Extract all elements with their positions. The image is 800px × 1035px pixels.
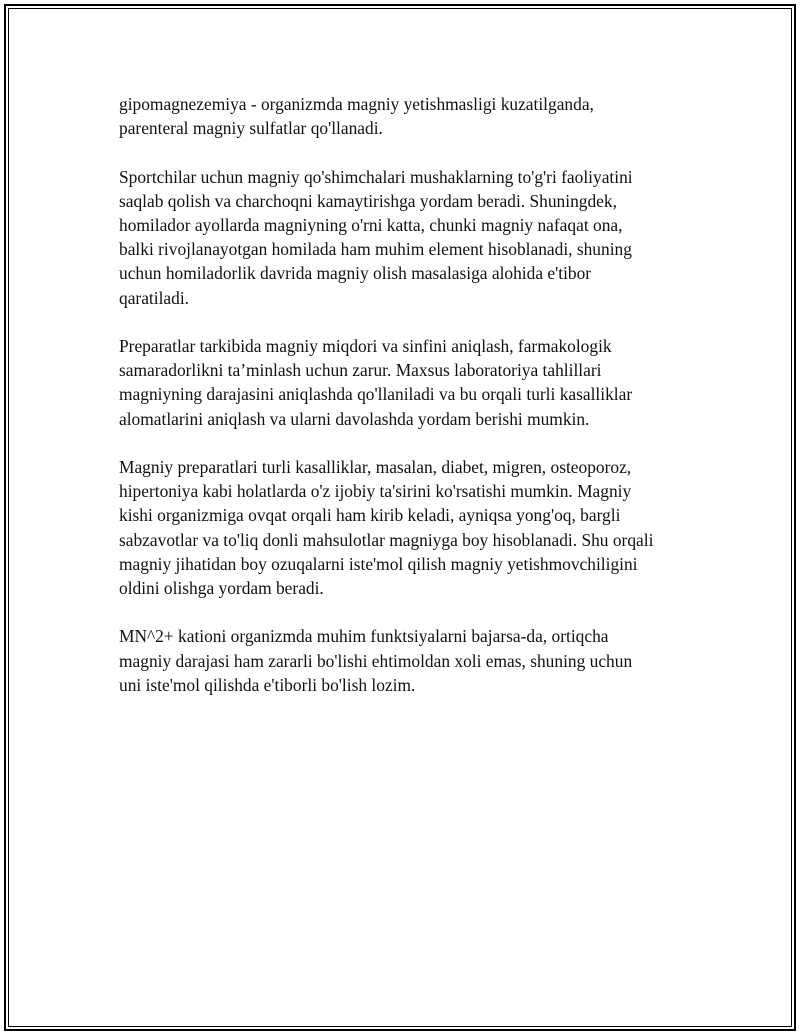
text-line: saqlab qolish va charchoqni kamaytirishga yordam beradi. Shuningdek,: [119, 190, 617, 211]
text-line: sabzavotlar va to'liq donli mahsulotlar magniyga boy hisoblanadi. Shu orqali: [119, 529, 654, 550]
paragraph-3: [119, 334, 699, 431]
page-border: [4, 4, 796, 1031]
text-line: Preparatlar tarkibida magniy miqdori va sinfini aniqlash, farmakologik: [119, 336, 612, 356]
paragraph-1: [119, 92, 699, 140]
text-line: alomatlarini aniqlash va ularni davolashda yordam berishi mumkin.: [119, 408, 590, 429]
text-line: homilador ayollarda magniyning o'rni katta, chunki magniy nafaqat ona,: [119, 215, 623, 235]
text-line: magniyning darajasini aniqlashda qo'llaniladi va bu orqali turli kasalliklar: [119, 384, 633, 405]
text-line: Sportchilar uchun magniy qo'shimchalari mushaklarning to'g'ri faoliyatini: [119, 166, 633, 187]
text-line: qaratiladi.: [119, 287, 190, 308]
paragraph-4: [119, 455, 699, 600]
paragraph-2: [119, 165, 699, 310]
text-line: magniy darajasi ham zararli bo'lishi ehtimoldan xoli emas, shuning uchun: [119, 650, 633, 671]
text-line: Magniy preparatlari turli kasalliklar, masalan, diabet, migren, osteoporoz,: [119, 457, 632, 477]
text-line: parenteral magniy sulfatlar qo'llanadi.: [119, 118, 383, 139]
text-line: magniy jihatidan boy ozuqalarni iste'mol qilish magniy yetishmovchiligini: [119, 553, 638, 574]
paragraph-5: [119, 624, 699, 697]
text-line: balki rivojlanayotgan homilada ham muhim element hisoblanadi, shuning: [119, 239, 632, 260]
text-line: uni iste'mol qilishda e'tiborli bo'lish lozim.: [119, 674, 416, 695]
text-line: samaradorlikni ta’minlash uchun zarur. Maxsus laboratoriya tahlillari: [119, 360, 602, 381]
text-line: hipertoniya kabi holatlarda o'z ijobiy ta'sirini ko'rsatishi mumkin. Magniy: [119, 481, 632, 502]
document-body: [119, 92, 699, 721]
text-line: oldini olishga yordam beradi.: [119, 578, 324, 599]
text-line: kishi organizmiga ovqat orqali ham kirib keladi, ayniqsa yong'oq, bargli: [119, 505, 621, 526]
text-line: uchun homiladorlik davrida magniy olish masalasiga alohida e'tibor: [119, 263, 592, 284]
text-line: MN^2+ kationi organizmda muhim funktsiyalarni bajarsa-da, ortiqcha: [119, 626, 609, 647]
text-line: gipomagnezemiya - organizmda magniy yetishmasligi kuzatilganda,: [119, 94, 594, 114]
